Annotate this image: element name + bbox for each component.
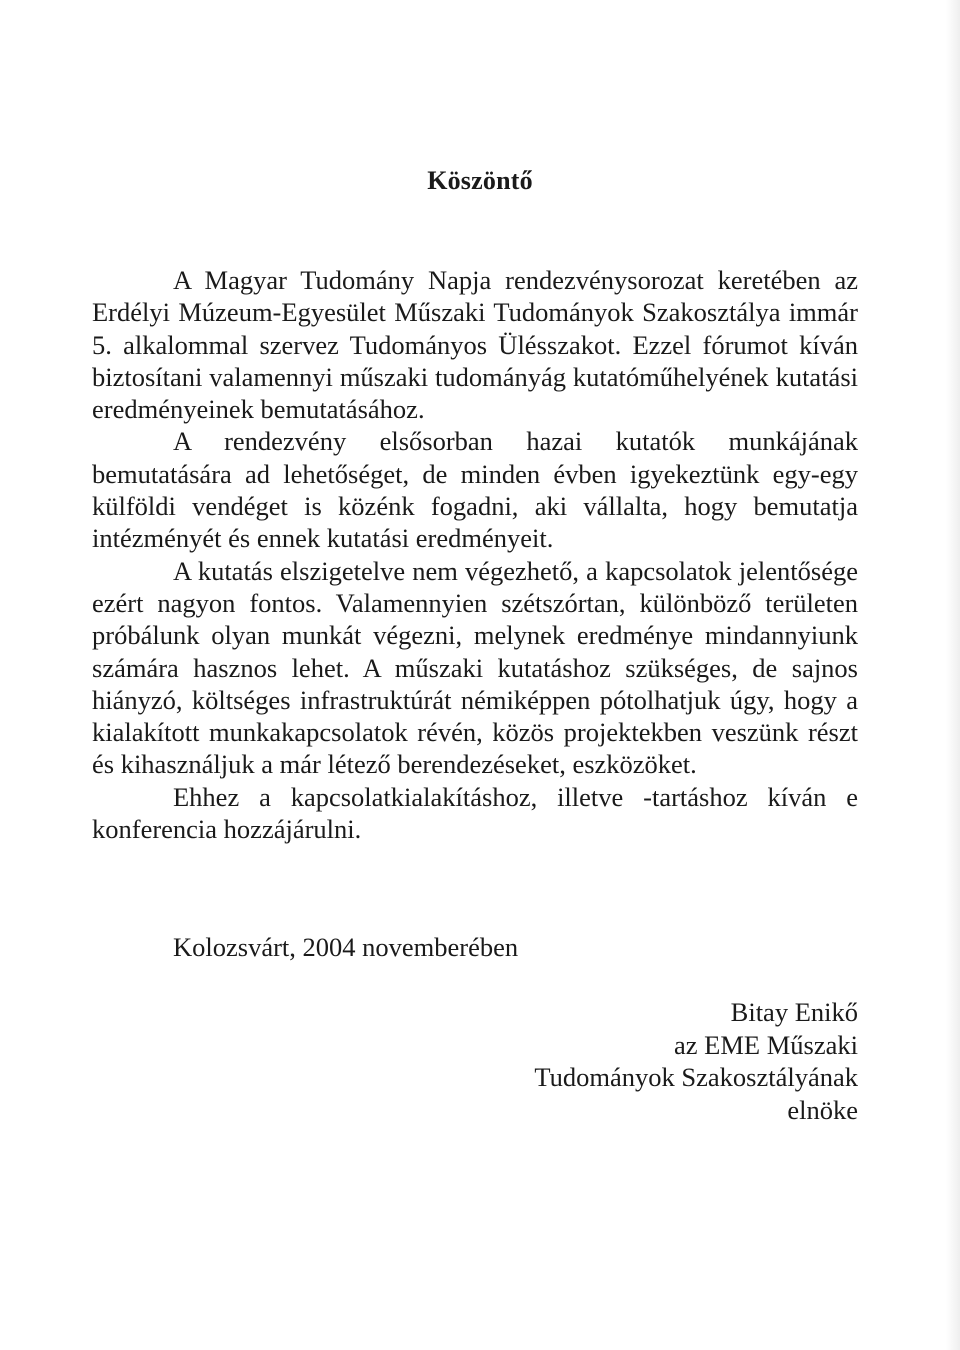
body-text [92, 264, 858, 845]
signature-line-3: Tudományok Szakosztályának [534, 1062, 858, 1092]
page-title: Köszöntő [427, 166, 533, 195]
paragraph-1: A Magyar Tudomány Napja rendezvénysorozat keretében az Erdélyi Múzeum-Egyesület Műszaki Tudományok Szakosztálya immár 5. alkalommal szervez Tudományos Ülésszakot. Ezzel fórumot kíván biztosítani valamennyi műszaki tudományág kutatóműhelyének kutatási eredményeinek bemutatásához. [92, 265, 858, 425]
paragraph-3: A kutatás elszigetelve nem végezhető, a kapcsolatok jelentősége ezért nagyon fontos. Valamennyien szétszórtan, különböző területen próbálunk olyan munkát végezni, melynek eredménye mindannyiunk számára hasznos lehet. A műszaki kutatáshoz szükséges, de sajnos hiányzó, költséges infrastruktúrát némiképpen pótolhatjuk úgy, hogy a kialakított munkakapcsolatok révén, közös projektekben veszünk részt és kihasználjuk a már létező berendezéseket, eszközöket. [92, 555, 858, 780]
signature-line-2: az EME Műszaki [674, 1029, 858, 1060]
paragraph-4: Ehhez a kapcsolatkialakításhoz, illetve -tartáshoz kíván e konferencia hozzájárulni. [92, 781, 858, 845]
scan-edge-shadow [946, 0, 960, 1350]
date-line: Kolozsvárt, 2004 novemberében [173, 932, 519, 962]
paragraph-2: A rendezvény elsősorban hazai kutatók munkájának bemutatására ad lehetőséget, de minden évben igyekeztünk egy-egy külföldi vendéget is közénk fogadni, aki vállalta, hogy bemutatja intézményét és ennek kutatási eredményeit. [92, 426, 858, 554]
signature-role: elnöke [787, 1094, 858, 1125]
signature-name: Bitay Enikő [730, 997, 858, 1027]
signature-block [534, 996, 858, 1126]
